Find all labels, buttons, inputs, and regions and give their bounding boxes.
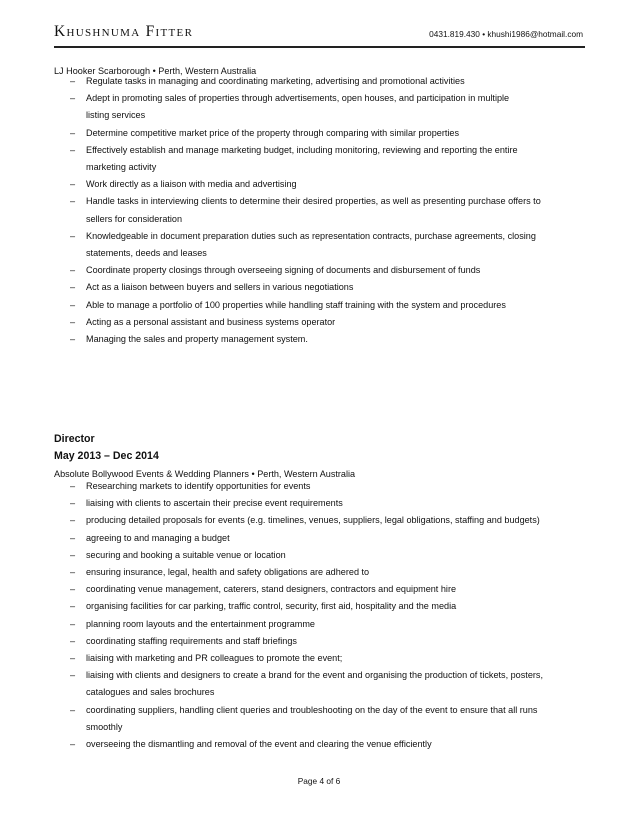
job-title-director: Director — [54, 433, 95, 445]
list-item — [70, 616, 590, 633]
list-item — [70, 547, 590, 564]
list-item-text: Managing the sales and property management system. — [86, 334, 308, 345]
bullet-dash: – — [70, 532, 76, 543]
list-item-text: Able to manage a portfolio of 100 properties while handling staff training with the system and procedures — [86, 299, 506, 310]
bullet-dash: – — [70, 549, 76, 560]
list-item-text: agreeing to and managing a budget — [86, 532, 230, 543]
bullet-dash: – — [70, 567, 76, 578]
list-item-text: Act as a liaison between buyers and sellers in various negotiations — [86, 282, 354, 293]
list-item — [70, 478, 590, 495]
bullet-dash: – — [70, 282, 76, 293]
list-item — [70, 279, 590, 296]
bullet-dash: – — [70, 670, 76, 681]
list-item-text: Regulate tasks in managing and coordinating marketing, advertising and promotional activities — [86, 76, 465, 86]
bullet-dash: – — [70, 179, 76, 190]
list-item-text: liaising with clients and designers to create a brand for the event and organising the production of tickets, posters, — [86, 670, 543, 681]
bullet-dash: – — [70, 704, 76, 715]
list-item — [70, 530, 590, 547]
bullet-dash: – — [70, 653, 76, 664]
list-item — [70, 633, 590, 650]
list-item-text: Handle tasks in interviewing clients to determine their desired properties, as well as presenting purchase offers to — [86, 196, 541, 207]
list-item-text: statements, deeds and leases — [86, 248, 207, 259]
list-item — [70, 667, 590, 701]
bullet-dash: – — [70, 635, 76, 646]
bullet-dash: – — [70, 515, 76, 526]
bullet-dash: – — [70, 618, 76, 629]
company-line-absolute-bollywood: Absolute Bollywood Events & Wedding Planners • Perth, Western Australia — [54, 469, 356, 479]
list-item-text: Determine competitive market price of the property through comparing with similar properties — [86, 127, 459, 138]
bullet-dash: – — [70, 76, 76, 86]
bullet-dash: – — [70, 601, 76, 612]
bullet-dash: – — [70, 299, 76, 310]
list-item — [70, 297, 590, 314]
resume-header — [54, 23, 585, 48]
bullet-dash: – — [70, 93, 76, 104]
list-item-text: Adept in promoting sales of properties through advertisements, open houses, and participation in multiple — [86, 93, 510, 104]
bullet-dash: – — [70, 739, 76, 750]
list-item-text: Work directly as a liaison with media and advertising — [86, 179, 297, 190]
bullet-dash: – — [70, 265, 76, 276]
list-item — [70, 142, 590, 176]
list-item — [70, 176, 590, 193]
list-item-text: producing detailed proposals for events (e.g. timelines, venues, suppliers, legal obligations, staffing and budgets) — [86, 515, 540, 526]
bullet-dash: – — [70, 584, 76, 595]
page-number: Page 4 of 6 — [297, 776, 341, 786]
duties-list-lj-hooker — [70, 73, 590, 348]
list-item-text: marketing activity — [86, 162, 157, 173]
bullet-dash: – — [70, 127, 76, 138]
list-item-text: Acting as a personal assistant and business systems operator — [86, 316, 336, 327]
list-item-text: coordinating staffing requirements and staff briefings — [86, 635, 297, 646]
list-item-text: Effectively establish and manage marketing budget, including monitoring, reviewing and reporting the entire — [86, 144, 518, 155]
contact-info: 0431.819.430 • khushi1986@hotmail.com — [429, 29, 583, 39]
bullet-dash: – — [70, 316, 76, 327]
company-line-lj-hooker: LJ Hooker Scarborough • Perth, Western Australia — [54, 66, 257, 76]
duties-list-absolute-bollywood — [70, 478, 590, 753]
list-item — [70, 262, 590, 279]
list-item-text: coordinating suppliers, handling client queries and troubleshooting on the day of the event to ensure that all runs — [86, 704, 538, 715]
list-item — [70, 228, 590, 262]
list-item — [70, 564, 590, 581]
list-item — [70, 495, 590, 512]
list-item — [70, 512, 590, 529]
bullet-dash: – — [70, 144, 76, 155]
list-item-text: Coordinate property closings through overseeing signing of documents and disbursement of funds — [86, 265, 481, 276]
list-item-text: Researching markets to identify opportunities for events — [86, 481, 311, 491]
list-item — [70, 598, 590, 615]
list-item — [70, 650, 590, 667]
list-item-text: liaising with clients to ascertain their precise event requirements — [86, 498, 343, 509]
candidate-name: Khushnuma Fitter — [54, 23, 194, 40]
list-item-text: sellers for consideration — [86, 213, 183, 224]
list-item — [70, 736, 590, 753]
bullet-dash: – — [70, 230, 76, 241]
bullet-dash: – — [70, 498, 76, 509]
list-item — [70, 193, 590, 227]
list-item-text: smoothly — [86, 721, 123, 732]
list-item-text: listing services — [86, 110, 146, 121]
list-item-text: planning room layouts and the entertainment programme — [86, 618, 315, 629]
list-item — [70, 90, 590, 124]
list-item-text: Knowledgeable in document preparation duties such as representation contracts, purchase agreements, closing — [86, 230, 536, 241]
list-item — [70, 73, 590, 90]
bullet-dash: – — [70, 481, 76, 491]
list-item-text: liaising with marketing and PR colleagues to promote the event; — [86, 653, 343, 664]
bullet-dash: – — [70, 334, 76, 345]
list-item — [70, 581, 590, 598]
bullet-dash: – — [70, 196, 76, 207]
list-item-text: securing and booking a suitable venue or location — [86, 549, 286, 560]
job-dates-director: May 2013 – Dec 2014 — [54, 450, 159, 462]
list-item-text: coordinating venue management, caterers, stand designers, contractors and equipment hire — [86, 584, 457, 595]
list-item — [70, 331, 590, 348]
list-item-text: organising facilities for car parking, traffic control, security, first aid, hospitality and the media — [86, 601, 457, 612]
list-item — [70, 125, 590, 142]
list-item — [70, 314, 590, 331]
list-item-text: catalogues and sales brochures — [86, 687, 215, 698]
list-item-text: overseeing the dismantling and removal of the event and clearing the venue efficiently — [86, 739, 432, 750]
list-item-text: ensuring insurance, legal, health and safety obligations are adhered to — [86, 567, 370, 578]
list-item — [70, 702, 590, 736]
